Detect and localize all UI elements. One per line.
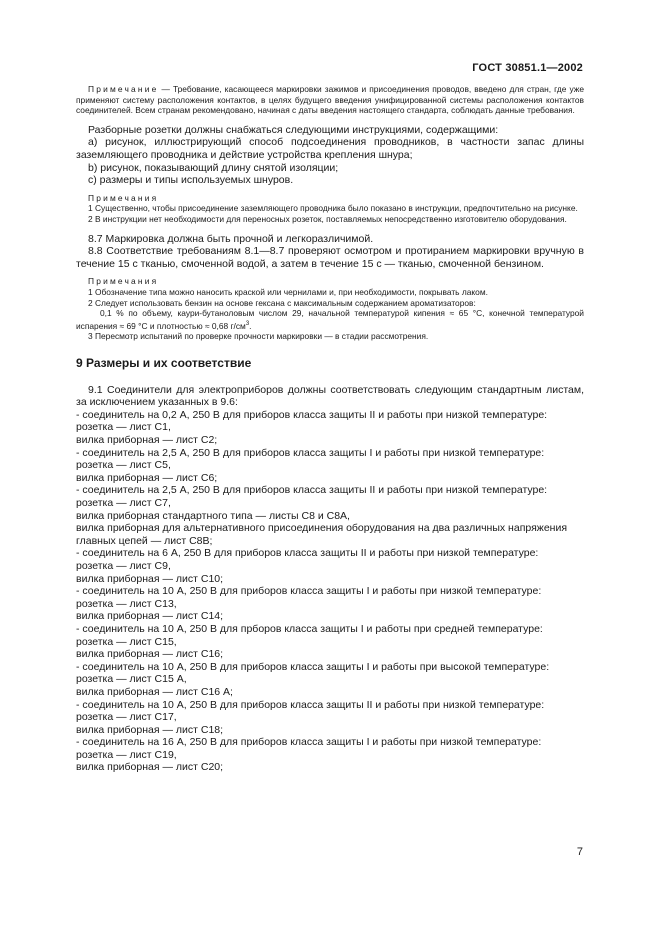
list-item: вилка приборная — лист С6;	[76, 471, 218, 484]
paragraph-8-7: 8.7 Маркировка должна быть прочной и легкоразличимой.	[88, 232, 374, 245]
notes2-item-2b-text: 0,1 % по объему, каури-бутаноловым числом 29, начальной температурой кипения ≈ 65 °С, конечной температурой испарения ≈ 69 °С и плотностью ≈ 0,68 г/см	[76, 308, 584, 331]
paragraph-9-1: 9.1 Соединители для электроприборов должны соответствовать следующим стандартным листам, за исключением указанных в 9.6:	[76, 383, 584, 409]
list-item: вилка приборная — лист С14;	[76, 610, 224, 623]
note-top-label: Примечание	[88, 84, 159, 94]
list-item: розетка — лист С5,	[76, 459, 171, 472]
list-item: вилка приборная — лист С18;	[76, 723, 224, 736]
list-item: вилка приборная — лист С10;	[76, 572, 224, 585]
notes1-label: Примечания	[88, 192, 159, 203]
note-top-text: — Требование, касающееся маркировки зажимов и присоединения проводов, введено для стран, где уже применяют систему расположения контактов, в целях будущего введения унифицированной системы расположения контактов соединителей. Всем странам рекомендовано, начиная с даты введения настоящего стандарта, соблюдать данные требования.	[76, 84, 584, 116]
list-item: розетка — лист С15,	[76, 635, 177, 648]
list-item: розетка — лист С9,	[76, 559, 171, 572]
list-item: розетка — лист С15 А,	[76, 673, 187, 686]
list-item: вилка приборная — лист С16;	[76, 648, 224, 661]
list-bullet-item: - соединитель на 10 А, 250 В для приборов класса защиты I и работы при низкой температуре:	[76, 585, 542, 598]
list-item: розетка — лист С7,	[76, 497, 171, 510]
notes2-item-2b-end: .	[249, 320, 252, 331]
instructions-intro: Разборные розетки должны снабжаться следующими инструкциями, содержащими:	[88, 123, 499, 136]
list-item: вилка приборная — лист С2;	[76, 434, 218, 447]
list-item: розетка — лист С19,	[76, 748, 177, 761]
list-bullet-item: - соединитель на 10 А, 250 В для приборов класса защиты II и работы при низкой температуре:	[76, 698, 545, 711]
notes2-item-2b-sup: 3	[245, 320, 250, 327]
item-b: b) рисунок, показывающий длину снятой изоляции;	[88, 161, 339, 174]
item-a: а) рисунок, иллюстрирующий способ подсоединения проводников, в частности запас длины заземляющего проводника и действие устройства крепления шнура;	[76, 136, 584, 161]
page-number: 7	[576, 846, 583, 858]
list-9-1	[76, 409, 584, 774]
list-bullet-item: - соединитель на 0,2 А, 250 В для приборов класса защиты II и работы при низкой температуре:	[76, 408, 548, 421]
notes2-item-1: 1 Обозначение типа можно наносить краской или чернилами и, при необходимости, покрывать лаком.	[88, 286, 488, 297]
list-bullet-item: - соединитель на 16 А, 250 В для приборов класса защиты I и работы при низкой температуре:	[76, 736, 542, 749]
paragraph-8-8: 8.8 Соответствие требованиям 8.1—8.7 проверяют осмотром и протиранием маркировки вручную в течение 15 с тканью, смоченной водой, а затем в течение 15 с — тканью, смоченной бензином.	[76, 245, 584, 270]
list-bullet-item: - соединитель на 6 А, 250 В для приборов класса защиты II и работы при низкой температуре:	[76, 547, 539, 560]
notes1-item-1: 1 Существенно, чтобы присоединение заземляющего проводника было показано в инструкции, предпочтительно на рисунке.	[88, 203, 578, 214]
list-item: розетка — лист С13,	[76, 597, 177, 610]
section-9-title: 9 Размеры и их соответствие	[76, 355, 252, 370]
notes2-item-3: 3 Пересмотр испытаний по проверке прочности маркировки — в стадии рассмотрения.	[88, 331, 429, 342]
list-bullet-item: - соединитель на 2,5 А, 250 В для приборов класса защиты II и работы при низкой температуре:	[76, 484, 548, 497]
notes1-item-2: 2 В инструкции нет необходимости для переносных розеток, поставляемых непосредственно изготовителю оборудования.	[88, 213, 567, 224]
note-top	[76, 84, 584, 116]
notes2-item-2: 2 Следует использовать бензин на основе гексана с максимальным содержанием ароматизаторов:	[88, 297, 476, 308]
list-item: вилка приборная — лист С16 А;	[76, 685, 233, 698]
page-content	[76, 84, 584, 774]
list-item: вилка приборная для альтернативного присоединения оборудования на два различных напряжения главных цепей — лист С8В;	[76, 522, 568, 547]
notes2-item-2-continued	[76, 308, 584, 331]
page-header: ГОСТ 30851.1—2002	[472, 62, 583, 74]
item-c: с) размеры и типы используемых шнуров.	[88, 174, 294, 187]
list-bullet-item: - соединитель на 10 А, 250 В для прборов класса защиты I и работы при средней температуре:	[76, 622, 543, 635]
list-bullet-item: - соединитель на 10 А, 250 В для приборов класса защиты I и работы при высокой температуре:	[76, 660, 550, 673]
list-bullet-item: - соединитель на 2,5 А, 250 В для приборов класса защиты I и работы при низкой температуре:	[76, 446, 545, 459]
notes2-label: Примечания	[88, 276, 159, 287]
list-item: розетка — лист С1,	[76, 421, 171, 434]
list-item: розетка — лист С17,	[76, 711, 177, 724]
list-item: вилка приборная — лист С20;	[76, 761, 224, 774]
list-item: вилка приборная стандартного типа — листы С8 и С8А,	[76, 509, 350, 522]
